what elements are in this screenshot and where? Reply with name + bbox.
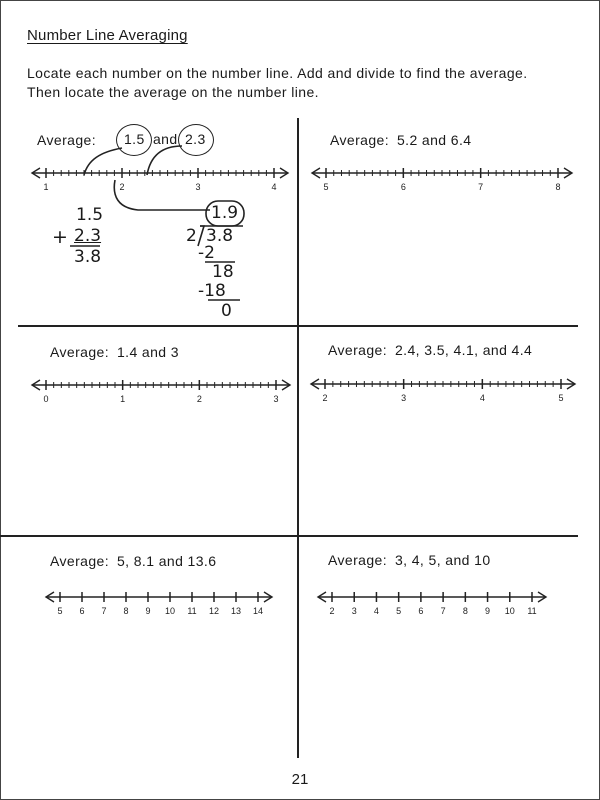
instructions-line-2: Then locate the average on the number line. — [27, 84, 319, 100]
tick-label: 7 — [101, 606, 107, 616]
panel-3-average-word: Average: — [50, 344, 109, 360]
panel-4-values: 2.4, 3.5, 4.1, and 4.4 — [394, 342, 533, 358]
tick-label: 8 — [123, 606, 129, 616]
tick-label: 2 — [329, 606, 335, 616]
tick-label: 3 — [195, 182, 201, 192]
tick-label: 6 — [400, 182, 406, 192]
work-plus: + — [52, 226, 68, 248]
tick-label: 7 — [440, 606, 446, 616]
tick-label: 1 — [120, 394, 126, 404]
work-remainder: 0 — [221, 301, 232, 321]
circled-value-a: 1.5 — [124, 131, 145, 147]
work-step-2: 18 — [212, 262, 234, 282]
and-word: and — [153, 131, 178, 147]
tick-label: 4 — [271, 182, 277, 192]
panel-5-values: 5, 8.1 and 13.6 — [116, 553, 217, 569]
page-title: Number Line Averaging — [27, 27, 188, 44]
tick-label: 8 — [555, 182, 561, 192]
tick-label: 4 — [479, 393, 485, 403]
tick-label: 10 — [164, 606, 176, 616]
tick-label: 2 — [119, 182, 125, 192]
tick-label: 3 — [401, 393, 407, 403]
work-divisor: 2 — [186, 226, 197, 246]
circled-value-b: 2.3 — [185, 131, 206, 147]
page-number: 21 — [291, 771, 309, 788]
panel-6-average-word: Average: — [328, 552, 387, 568]
tick-label: 13 — [230, 606, 242, 616]
work-step-3: -18 — [198, 281, 226, 301]
tick-label: 2 — [196, 394, 202, 404]
tick-label: 1 — [43, 182, 49, 192]
work-quotient: 1.9 — [211, 203, 239, 223]
work-addend-1: 1.5 — [76, 205, 104, 225]
tick-label: 5 — [323, 182, 329, 192]
tick-label: 11 — [527, 606, 537, 616]
tick-label: 9 — [485, 606, 491, 616]
panel-2-average-word: Average: — [330, 132, 389, 148]
panel-6-values: 3, 4, 5, and 10 — [394, 552, 491, 568]
work-sum: 3.8 — [74, 247, 102, 267]
tick-label: 4 — [373, 606, 379, 616]
tick-label: 11 — [187, 606, 197, 616]
tick-label: 7 — [478, 182, 484, 192]
tick-label: 5 — [57, 606, 63, 616]
panel-4-average-word: Average: — [328, 342, 387, 358]
work-dividend: 3.8 — [206, 226, 234, 246]
tick-label: 6 — [79, 606, 85, 616]
tick-label: 9 — [145, 606, 151, 616]
tick-label: 0 — [43, 394, 49, 404]
instructions-line-1: Locate each number on the number line. Add and divide to find the average. — [27, 65, 528, 81]
work-step-1: -2 — [198, 243, 215, 263]
panel-5-average-word: Average: — [50, 553, 109, 569]
tick-label: 8 — [462, 606, 468, 616]
work-addend-2: 2.3 — [74, 226, 102, 246]
tick-label: 5 — [558, 393, 564, 403]
tick-label: 5 — [396, 606, 402, 616]
panel-2-values: 5.2 and 6.4 — [396, 132, 472, 148]
panel-1-average-word: Average: — [37, 132, 96, 148]
tick-label: 12 — [208, 606, 220, 616]
tick-label: 14 — [252, 606, 264, 616]
tick-label: 2 — [322, 393, 328, 403]
tick-label: 3 — [351, 606, 357, 616]
tick-label: 3 — [273, 394, 279, 404]
panel-3-values: 1.4 and 3 — [116, 344, 179, 360]
tick-label: 10 — [504, 606, 515, 616]
tick-label: 6 — [418, 606, 424, 616]
